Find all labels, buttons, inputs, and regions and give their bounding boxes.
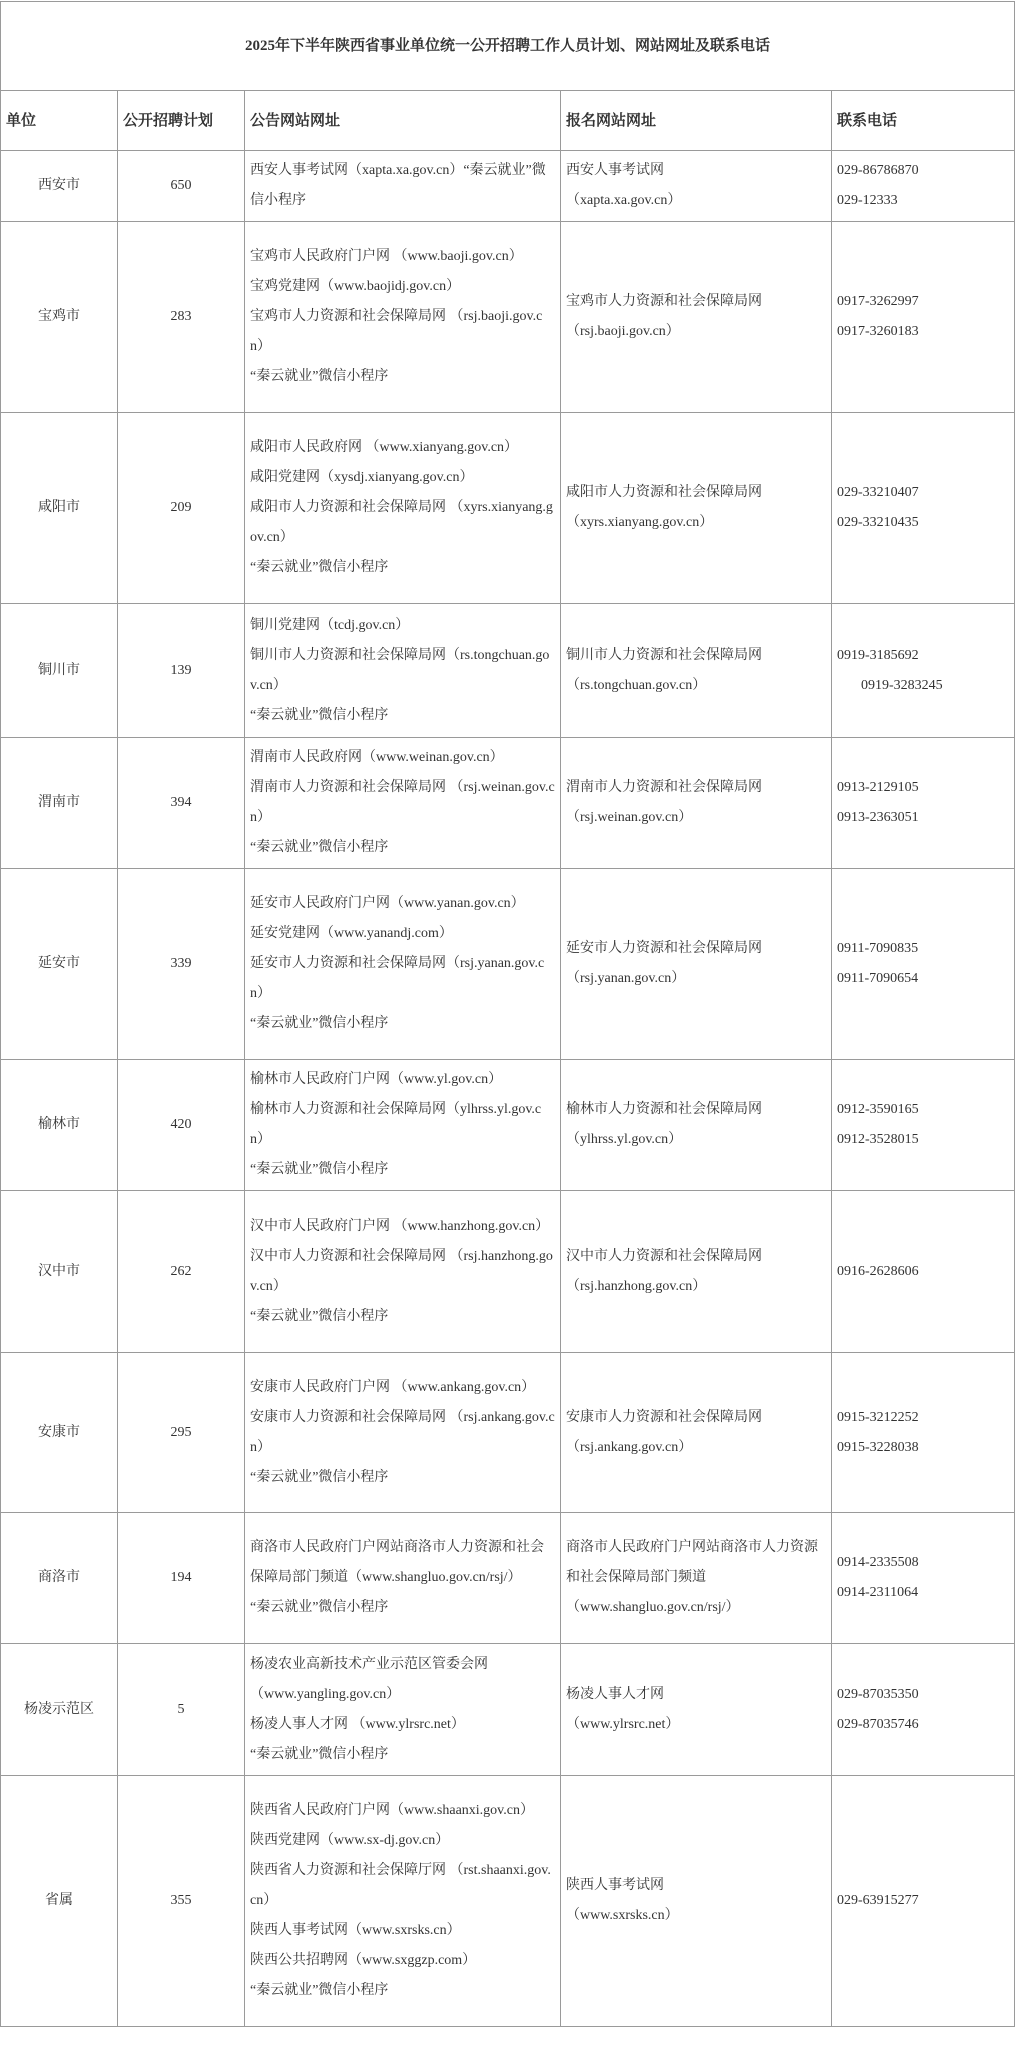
phone-number: 0915-3228038: [837, 1439, 919, 1455]
notice-line: 安康市人民政府门户网 （www.ankang.gov.cn）: [250, 1379, 536, 1395]
phone-cell: [832, 222, 1015, 413]
notice-line: 陕西省人民政府门户网（www.shaanxi.gov.cn）: [250, 1803, 534, 1818]
unit-cell: 渭南市: [1, 738, 118, 869]
signup-line: 杨凌人事人才网: [566, 1686, 664, 1702]
table-title: 2025年下半年陕西省事业单位统一公开招聘工作人员计划、网站网址及联系电话: [1, 2, 1015, 91]
notice-site-cell: [245, 1776, 561, 2027]
notice-line: 铜川市人力资源和社会保障局网（rs.tongchuan.gov.cn）: [250, 647, 550, 693]
phone-number: 0914-2335508: [837, 1555, 919, 1570]
header-notice-site: 公告网站网址: [245, 91, 561, 151]
notice-site-cell: [245, 738, 561, 869]
phone-cell: [832, 1644, 1015, 1776]
signup-line: 西安人事考试网: [566, 163, 664, 178]
signup-site-cell: [561, 869, 832, 1060]
unit-cell: 咸阳市: [1, 413, 118, 604]
unit-cell: 汉中市: [1, 1191, 118, 1353]
phone-number: 0915-3212252: [837, 1409, 919, 1425]
phone-number: 029-87035350: [837, 1686, 919, 1702]
plan-cell: 139: [118, 604, 245, 738]
plan-cell: 355: [118, 1776, 245, 2027]
notice-line: 杨凌农业高新技术产业示范区管委会网: [250, 1656, 488, 1672]
table-row: [1, 151, 1015, 222]
signup-line: （www.shangluo.gov.cn/rsj/）: [566, 1600, 740, 1615]
signup-line: 陕西人事考试网: [566, 1878, 664, 1893]
notice-line: 陕西省人力资源和社会保障厅网 （rst.shaanxi.gov.cn）: [250, 1863, 551, 1908]
signup-line: （rsj.baoji.gov.cn）: [566, 324, 680, 339]
notice-line: 延安党建网（www.yanandj.com）: [250, 926, 453, 941]
phone-cell: [832, 413, 1015, 604]
notice-line: “秦云就业”微信小程序: [250, 1308, 389, 1324]
notice-line: 汉中市人力资源和社会保障局网 （rsj.hanzhong.gov.cn）: [250, 1248, 553, 1294]
phone-number: 0912-3590165: [837, 1102, 919, 1117]
notice-line: 宝鸡党建网（www.baojidj.gov.cn）: [250, 279, 461, 294]
phone-number: 029-12333: [837, 193, 898, 208]
phone-number: 0917-3262997: [837, 294, 919, 309]
phone-number: 029-87035746: [837, 1716, 919, 1732]
notice-line: 咸阳市人民政府网 （www.xianyang.gov.cn）: [250, 440, 519, 455]
table-row: [1, 869, 1015, 1060]
plan-cell: 283: [118, 222, 245, 413]
phone-cell: [832, 1776, 1015, 2027]
signup-line: 汉中市人力资源和社会保障局网: [566, 1248, 762, 1264]
signup-line: （xapta.xa.gov.cn）: [566, 193, 682, 208]
notice-line: 渭南市人民政府网（www.weinan.gov.cn）: [250, 750, 504, 765]
signup-site-cell: [561, 151, 832, 222]
signup-line: 宝鸡市人力资源和社会保障局网: [566, 294, 762, 309]
notice-line: “秦云就业”微信小程序: [250, 369, 389, 384]
plan-cell: 194: [118, 1513, 245, 1644]
notice-line: 宝鸡市人力资源和社会保障局网 （rsj.baoji.gov.cn）: [250, 309, 543, 354]
signup-site-cell: [561, 604, 832, 738]
notice-line: “秦云就业”微信小程序: [250, 1746, 389, 1762]
notice-line: 西安人事考试网（xapta.xa.gov.cn）“秦云就业”微信小程序: [250, 163, 546, 208]
notice-line: 延安市人力资源和社会保障局网（rsj.yanan.gov.cn）: [250, 956, 545, 1001]
notice-line: （www.yangling.gov.cn）: [250, 1686, 401, 1702]
signup-line: （rsj.ankang.gov.cn）: [566, 1439, 693, 1455]
phone-number: 029-33210407: [837, 485, 919, 500]
signup-line: （rs.tongchuan.gov.cn）: [566, 677, 707, 693]
notice-site-cell: [245, 1060, 561, 1191]
phone-number: 0913-2129105: [837, 780, 919, 795]
notice-site-cell: [245, 1513, 561, 1644]
plan-cell: 295: [118, 1353, 245, 1513]
phone-number: 0919-3283245: [861, 677, 943, 693]
unit-cell: 榆林市: [1, 1060, 118, 1191]
unit-cell: 安康市: [1, 1353, 118, 1513]
header-phone: 联系电话: [832, 91, 1015, 151]
signup-site-cell: [561, 413, 832, 604]
phone-cell: [832, 151, 1015, 222]
notice-line: 商洛市人民政府门户网站商洛市人力资源和社会保障局部门频道（www.shangluo.gov.cn/rsj/）: [250, 1540, 544, 1585]
header-unit: 单位: [1, 91, 118, 151]
signup-site-cell: [561, 1513, 832, 1644]
notice-line: “秦云就业”微信小程序: [250, 560, 389, 575]
signup-line: （www.ylrsrc.net）: [566, 1716, 680, 1732]
signup-line: （xyrs.xianyang.gov.cn）: [566, 515, 714, 530]
signup-site-cell: [561, 1060, 832, 1191]
signup-line: 商洛市人民政府门户网站商洛市人力资源和社会保障局部门频道: [566, 1540, 818, 1585]
signup-site-cell: [561, 222, 832, 413]
notice-line: 渭南市人力资源和社会保障局网 （rsj.weinan.gov.cn）: [250, 780, 555, 825]
notice-line: “秦云就业”微信小程序: [250, 1469, 389, 1485]
table-row: [1, 1353, 1015, 1513]
notice-line: “秦云就业”微信小程序: [250, 1162, 389, 1177]
plan-cell: 339: [118, 869, 245, 1060]
signup-site-cell: [561, 1353, 832, 1513]
phone-number: 0912-3528015: [837, 1132, 919, 1147]
signup-line: 延安市人力资源和社会保障局网: [566, 941, 762, 956]
signup-line: （www.sxrsks.cn）: [566, 1908, 679, 1923]
table-row: [1, 604, 1015, 738]
phone-number: 0911-7090654: [837, 971, 919, 986]
phone-number: 0911-7090835: [837, 941, 919, 956]
notice-line: “秦云就业”微信小程序: [250, 1016, 389, 1031]
signup-site-cell: [561, 1776, 832, 2027]
notice-site-cell: [245, 869, 561, 1060]
phone-number: 0919-3185692: [837, 647, 919, 663]
table-row: [1, 1191, 1015, 1353]
notice-line: 延安市人民政府门户网（www.yanan.gov.cn）: [250, 896, 525, 911]
signup-line: （rsj.weinan.gov.cn）: [566, 810, 693, 825]
phone-number: 0913-2363051: [837, 810, 919, 825]
notice-line: 榆林市人民政府门户网（www.yl.gov.cn）: [250, 1072, 503, 1087]
notice-line: 汉中市人民政府门户网 （www.hanzhong.gov.cn）: [250, 1218, 550, 1234]
phone-cell: [832, 1060, 1015, 1191]
notice-line: “秦云就业”微信小程序: [250, 840, 389, 855]
header-row: [1, 91, 1015, 151]
signup-site-cell: [561, 1191, 832, 1353]
notice-site-cell: [245, 1191, 561, 1353]
signup-site-cell: [561, 1644, 832, 1776]
notice-site-cell: [245, 151, 561, 222]
unit-cell: 省属: [1, 1776, 118, 2027]
notice-line: 咸阳党建网（xysdj.xianyang.gov.cn）: [250, 470, 474, 485]
header-plan: 公开招聘计划: [118, 91, 245, 151]
phone-cell: [832, 1191, 1015, 1353]
notice-site-cell: [245, 1353, 561, 1513]
notice-line: 安康市人力资源和社会保障局网 （rsj.ankang.gov.cn）: [250, 1409, 555, 1455]
signup-line: 铜川市人力资源和社会保障局网: [566, 647, 762, 663]
plan-cell: 650: [118, 151, 245, 222]
notice-line: 杨凌人事人才网 （www.ylrsrc.net）: [250, 1716, 465, 1732]
notice-line: “秦云就业”微信小程序: [250, 1600, 389, 1615]
unit-cell: 西安市: [1, 151, 118, 222]
plan-cell: 262: [118, 1191, 245, 1353]
table-row: [1, 1060, 1015, 1191]
phone-cell: [832, 869, 1015, 1060]
table-row: [1, 413, 1015, 604]
notice-site-cell: [245, 222, 561, 413]
table-row: [1, 1644, 1015, 1776]
table-row: [1, 1776, 1015, 2027]
phone-number: 029-86786870: [837, 163, 919, 178]
table-row: [1, 1513, 1015, 1644]
signup-line: （rsj.hanzhong.gov.cn）: [566, 1278, 707, 1294]
phone-number: 029-33210435: [837, 515, 919, 530]
signup-line: 榆林市人力资源和社会保障局网: [566, 1102, 762, 1117]
notice-line: 咸阳市人力资源和社会保障局网 （xyrs.xianyang.gov.cn）: [250, 500, 553, 545]
notice-line: 榆林市人力资源和社会保障局网（ylhrss.yl.gov.cn）: [250, 1102, 542, 1147]
notice-line: “秦云就业”微信小程序: [250, 1983, 389, 1998]
plan-cell: 420: [118, 1060, 245, 1191]
signup-line: 安康市人力资源和社会保障局网: [566, 1409, 762, 1425]
plan-cell: 209: [118, 413, 245, 604]
notice-site-cell: [245, 1644, 561, 1776]
notice-site-cell: [245, 413, 561, 604]
notice-line: 陕西公共招聘网（www.sxggzp.com）: [250, 1953, 477, 1968]
signup-site-cell: [561, 738, 832, 869]
notice-line: 宝鸡市人民政府门户网 （www.baoji.gov.cn）: [250, 249, 523, 264]
phone-number: 0914-2311064: [837, 1585, 919, 1600]
table-row: [1, 222, 1015, 413]
signup-line: （ylhrss.yl.gov.cn）: [566, 1132, 683, 1147]
unit-cell: 宝鸡市: [1, 222, 118, 413]
header-signup-site: 报名网站网址: [561, 91, 832, 151]
notice-line: 铜川党建网（tcdj.gov.cn）: [250, 617, 410, 633]
signup-line: 咸阳市人力资源和社会保障局网: [566, 485, 762, 500]
unit-cell: 杨凌示范区: [1, 1644, 118, 1776]
notice-site-cell: [245, 604, 561, 738]
phone-number: 0916-2628606: [837, 1263, 919, 1279]
plan-cell: 5: [118, 1644, 245, 1776]
phone-number: 0917-3260183: [837, 324, 919, 339]
unit-cell: 延安市: [1, 869, 118, 1060]
signup-line: （rsj.yanan.gov.cn）: [566, 971, 686, 986]
phone-cell: [832, 1353, 1015, 1513]
notice-line: 陕西党建网（www.sx-dj.gov.cn）: [250, 1833, 450, 1848]
unit-cell: 铜川市: [1, 604, 118, 738]
signup-line: 渭南市人力资源和社会保障局网: [566, 780, 762, 795]
table-row: [1, 738, 1015, 869]
phone-cell: [832, 1513, 1015, 1644]
phone-number: 029-63915277: [837, 1893, 919, 1908]
phone-cell: [832, 604, 1015, 738]
notice-line: 陕西人事考试网（www.sxrsks.cn）: [250, 1923, 461, 1938]
plan-cell: 394: [118, 738, 245, 869]
unit-cell: 商洛市: [1, 1513, 118, 1644]
recruitment-table: [0, 1, 1015, 2027]
phone-cell: [832, 738, 1015, 869]
notice-line: “秦云就业”微信小程序: [250, 707, 389, 723]
